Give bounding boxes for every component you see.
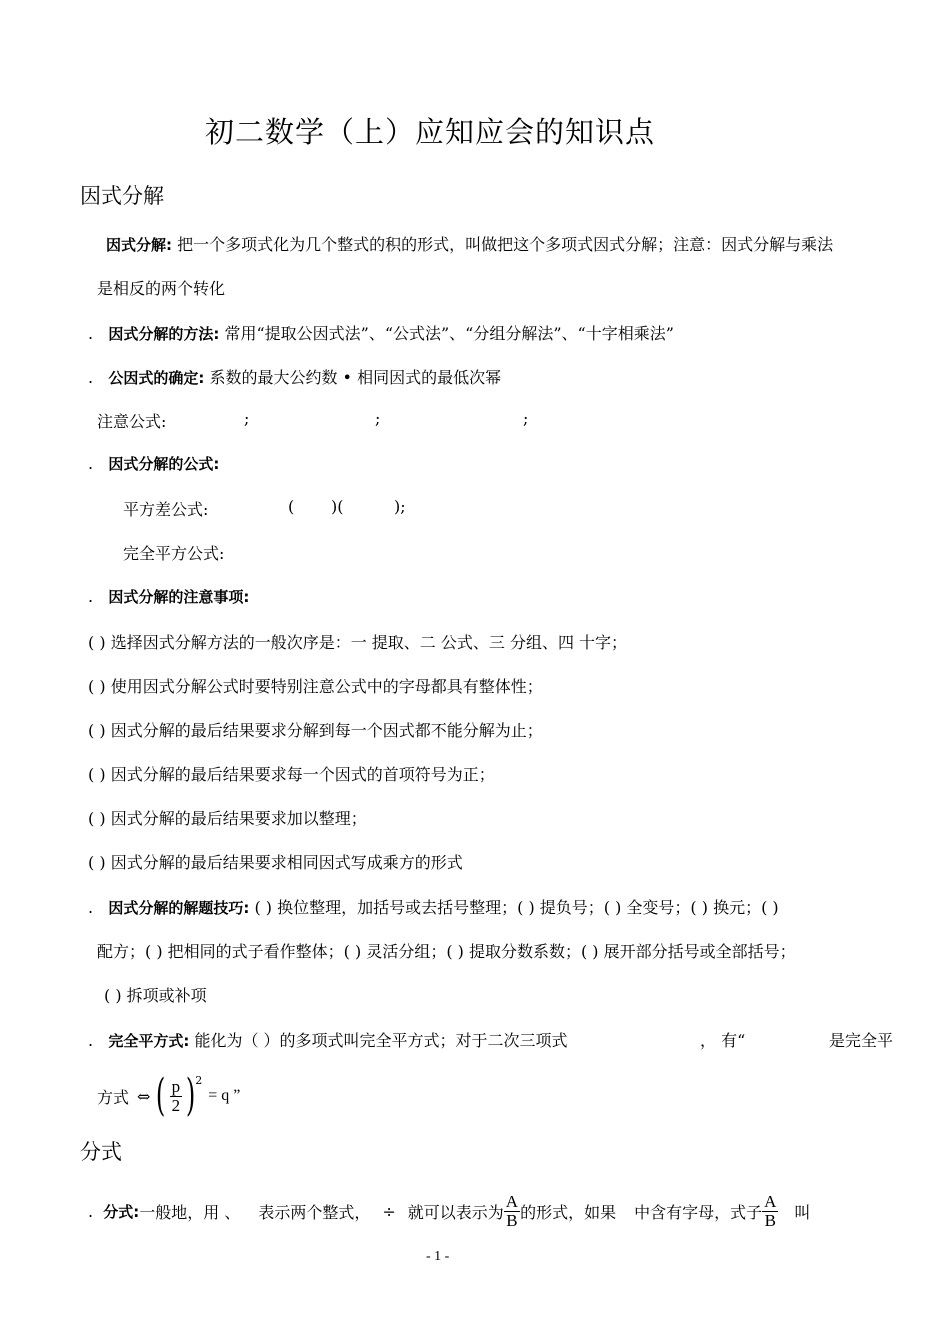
- fraction-denominator: B: [764, 1210, 776, 1230]
- common-factor-line: [88, 365, 501, 388]
- bullet-dot: .: [88, 324, 94, 343]
- fraction-denominator: B: [506, 1210, 518, 1230]
- paren-close: );: [394, 497, 406, 516]
- fraction-text-d: 的形式，如果: [520, 1202, 617, 1222]
- list-item: ( ) 因式分解的最后结果要求加以整理；: [88, 809, 367, 828]
- methods-line: [88, 321, 674, 344]
- fraction-definition-line: [88, 1186, 810, 1236]
- fraction-text-b: 表示两个整式，: [258, 1202, 371, 1222]
- page-title: 初二数学（上）应知应会的知识点: [205, 115, 656, 149]
- list-item: ( ) 因式分解的最后结果要求分解到每一个因式都不能分解为止；: [88, 721, 543, 740]
- division-symbol: ÷: [382, 1201, 396, 1221]
- tips-line: [88, 895, 779, 918]
- paren-middle: )(: [331, 497, 344, 516]
- fraction-text-a: 一般地，用 、: [139, 1202, 241, 1222]
- section-heading-factorization: 因式分解: [80, 184, 164, 208]
- common-factor-text: 系数的最大公约数 • 相同因式的最低次幂: [209, 368, 502, 387]
- fraction-a-over-b: [762, 1193, 778, 1230]
- complete-square-text: 能化为（ ）的多项式叫完全平方式；对于二次三项式: [194, 1031, 568, 1050]
- big-paren-open: (: [156, 1070, 166, 1121]
- tips-label: 因式分解的解题技巧:: [108, 899, 250, 917]
- exponent: 2: [195, 1074, 203, 1087]
- section-heading-fraction: 分式: [80, 1140, 122, 1164]
- iff-symbol: ⇔: [137, 1086, 151, 1106]
- bullet-dot: .: [88, 454, 94, 473]
- methods-text: 常用“提取公因式法”、“公式法”、“分组分解法”、“十字相乘法”: [224, 324, 674, 343]
- bullet-dot: .: [88, 898, 94, 917]
- fraction-numerator: A: [505, 1191, 519, 1211]
- difference-of-squares-label: 平方差公式:: [123, 500, 209, 519]
- bullet-dot: .: [88, 1031, 94, 1050]
- fraction-text-f: 叫: [794, 1202, 811, 1222]
- page-number: - 1 -: [426, 1249, 450, 1264]
- semicolon: ;: [523, 409, 529, 428]
- bullet-dot: .: [88, 1201, 94, 1221]
- fraction-numerator: p: [171, 1076, 181, 1096]
- common-factor-label: 公因式的确定:: [108, 369, 205, 387]
- perfect-square-label: 完全平方公式:: [123, 544, 225, 563]
- list-item: ( ) 使用因式分解公式时要特别注意公式中的字母都具有整体性；: [88, 677, 543, 696]
- formula-prefix: 方式: [97, 1087, 130, 1107]
- semicolon: ;: [375, 409, 381, 428]
- tips-text-2: 配方；( ) 把相同的式子看作整体；( ) 灵活分组；( ) 提取分数系数；( ) 展开部分括号或全部括号；: [97, 942, 796, 961]
- complete-square-text-b: ， 有“: [700, 1031, 746, 1050]
- complete-square-formula: [97, 1068, 240, 1124]
- definition-text: 把一个多项式化为几个整式的积的形式，叫做把这个多项式因式分解；注意：因式分解与乘法: [177, 235, 834, 254]
- bullet-dot: .: [88, 368, 94, 387]
- note-formula-label: 注意公式:: [97, 412, 167, 431]
- fraction-text-e: 中含有字母，式子: [634, 1202, 763, 1222]
- paren-open: (: [288, 497, 295, 516]
- semicolon: ;: [244, 409, 250, 428]
- methods-label: 因式分解的方法:: [108, 325, 220, 343]
- fraction-p-over-2: [170, 1078, 183, 1115]
- formulas-line: [88, 453, 219, 474]
- formulas-label: 因式分解的公式:: [108, 455, 220, 473]
- notes-label: 因式分解的注意事项:: [108, 588, 250, 606]
- equals-q: = q ”: [208, 1087, 241, 1104]
- bullet-dot: .: [88, 587, 94, 606]
- fraction-denominator: 2: [171, 1095, 181, 1115]
- big-paren-close: ): [185, 1070, 196, 1121]
- list-item: ( ) 因式分解的最后结果要求每一个因式的首项符号为正；: [88, 765, 495, 784]
- tips-text-3: ( ) 拆项或补项: [104, 986, 207, 1005]
- complete-square-text-c: 是完全平: [829, 1031, 894, 1050]
- list-item: ( ) 因式分解的最后结果要求相同因式写成乘方的形式: [88, 853, 463, 872]
- fraction-numerator: A: [764, 1191, 777, 1211]
- tips-text: ( ) 换位整理，加括号或去括号整理；( ) 提负号；( ) 全变号；( ) 换元；( ): [254, 898, 779, 917]
- fraction-a-over-b: [504, 1193, 520, 1230]
- complete-square-label: 完全平方式:: [108, 1032, 190, 1050]
- notes-line: [88, 586, 249, 607]
- list-item: ( ) 选择因式分解方法的一般次序是：一 提取、二 公式、三 分组、四 十字；: [88, 633, 628, 652]
- fraction-text-c: 就可以表示为: [407, 1202, 504, 1222]
- definition-label: 因式分解:: [106, 236, 172, 254]
- complete-square-line: [88, 1028, 568, 1051]
- definition-line: [106, 232, 833, 255]
- definition-text-2: 是相反的两个转化: [97, 279, 226, 298]
- fraction-label: 分式:: [103, 1202, 140, 1221]
